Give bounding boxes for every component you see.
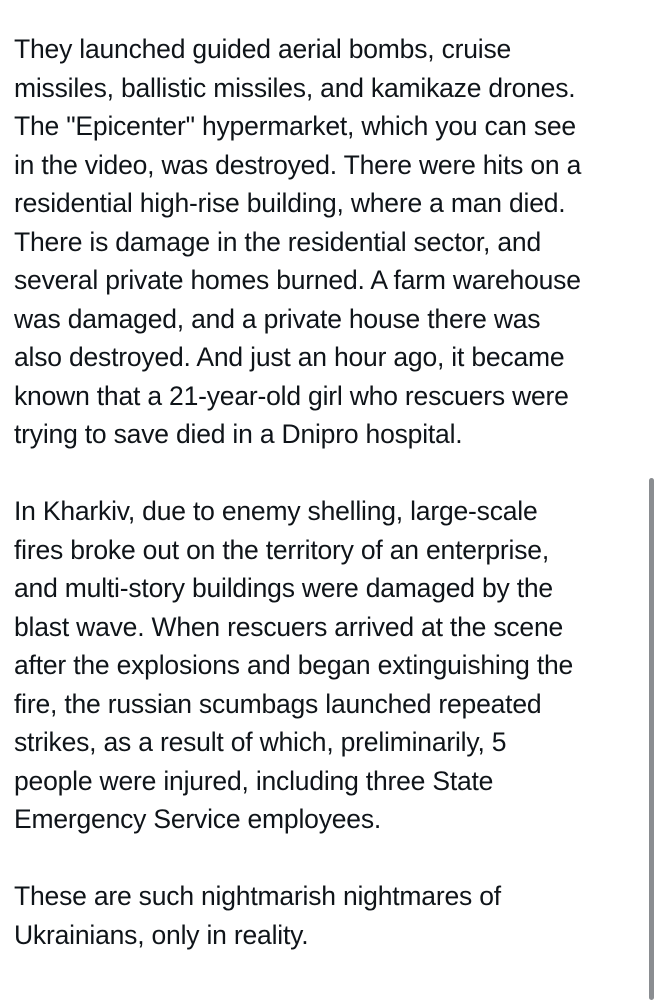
- vertical-scrollbar[interactable]: [649, 478, 654, 1000]
- post-text-line: strikes, as a result of which, preliminarily, 5: [14, 727, 507, 757]
- post-text-line: residential high-rise building, where a man died.: [14, 188, 566, 218]
- post-text-line: fire, the russian scumbags launched repeated: [14, 688, 542, 719]
- post-text-line: people were injured, including three State: [14, 765, 494, 796]
- post-text-line: Emergency Service employees.: [14, 804, 382, 834]
- post-text-line: Ukrainians, only in reality.: [14, 919, 309, 950]
- paragraph-closing: [14, 877, 646, 954]
- post-text-line: also destroyed. And just an hour ago, it became: [14, 342, 565, 372]
- post-text-line: was damaged, and a private house there was: [14, 303, 541, 334]
- post-text-line: known that a 21-year-old girl who rescuers were: [14, 380, 569, 411]
- post-text-line: in the video, was destroyed. There were hits on a: [14, 149, 582, 180]
- post-text-line: trying to save died in a Dnipro hospital.: [14, 419, 463, 449]
- post-text-line: There is damage in the residential sector, and: [14, 226, 541, 257]
- post-text-line: blast wave. When rescuers arrived at the scene: [14, 611, 564, 642]
- paragraph-kharkiv-shelling: [14, 492, 646, 839]
- post-text-line: after the explosions and began extinguishing the: [14, 650, 574, 680]
- post-text-line: The "Epicenter" hypermarket, which you can see: [14, 111, 576, 141]
- post-text-line: They launched guided aerial bombs, cruise: [14, 34, 512, 64]
- post-text-line: and multi-story buildings were damaged by the: [14, 573, 553, 603]
- post-text-line: several private homes burned. A farm warehouse: [14, 265, 581, 295]
- paragraph-dnipro-attack: [14, 30, 646, 454]
- post-text-line: missiles, ballistic missiles, and kamikaze drones.: [14, 72, 576, 103]
- post-text-line: fires broke out on the territory of an enterprise,: [14, 534, 549, 565]
- scrollbar-thumb[interactable]: [649, 478, 654, 1000]
- post-text-line: In Kharkiv, due to enemy shelling, large-scale: [14, 496, 538, 526]
- post-body: [14, 30, 646, 993]
- post-text-line: These are such nightmarish nightmares of: [14, 881, 501, 911]
